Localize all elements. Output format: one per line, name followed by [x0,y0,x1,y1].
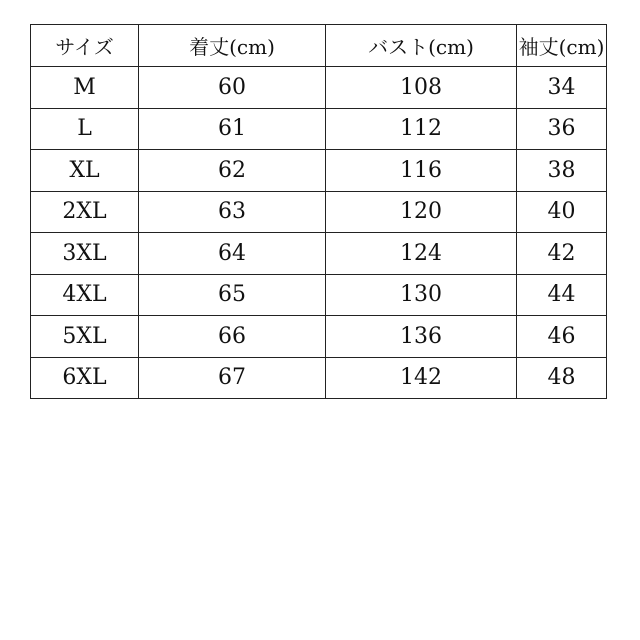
cell-length: 66 [139,316,326,358]
cell-size: 5XL [31,316,139,358]
cell-size: 6XL [31,357,139,399]
cell-length: 67 [139,357,326,399]
cell-sleeve: 34 [517,67,607,109]
cell-length: 62 [139,150,326,192]
table-row [31,108,607,150]
cell-sleeve: 38 [517,150,607,192]
table-row [31,67,607,109]
cell-bust: 136 [326,316,517,358]
cell-sleeve: 42 [517,233,607,275]
cell-length: 64 [139,233,326,275]
cell-size: 2XL [31,191,139,233]
cell-bust: 120 [326,191,517,233]
header-size: サイズ [31,25,139,67]
table-row [31,274,607,316]
size-chart-table [30,24,607,399]
cell-bust: 142 [326,357,517,399]
table-row [31,357,607,399]
cell-size: L [31,108,139,150]
cell-length: 65 [139,274,326,316]
cell-sleeve: 46 [517,316,607,358]
table-row [31,191,607,233]
cell-bust: 108 [326,67,517,109]
header-bust: バスト(cm) [326,25,517,67]
cell-size: 3XL [31,233,139,275]
cell-size: XL [31,150,139,192]
cell-length: 63 [139,191,326,233]
header-length: 着丈(cm) [139,25,326,67]
cell-sleeve: 36 [517,108,607,150]
cell-length: 61 [139,108,326,150]
cell-bust: 124 [326,233,517,275]
table-row [31,150,607,192]
cell-bust: 112 [326,108,517,150]
cell-bust: 116 [326,150,517,192]
cell-length: 60 [139,67,326,109]
header-sleeve: 袖丈(cm) [517,25,607,67]
cell-sleeve: 40 [517,191,607,233]
cell-sleeve: 44 [517,274,607,316]
cell-size: M [31,67,139,109]
cell-size: 4XL [31,274,139,316]
table-row [31,316,607,358]
table-row [31,233,607,275]
header-row [31,25,607,67]
cell-sleeve: 48 [517,357,607,399]
cell-bust: 130 [326,274,517,316]
